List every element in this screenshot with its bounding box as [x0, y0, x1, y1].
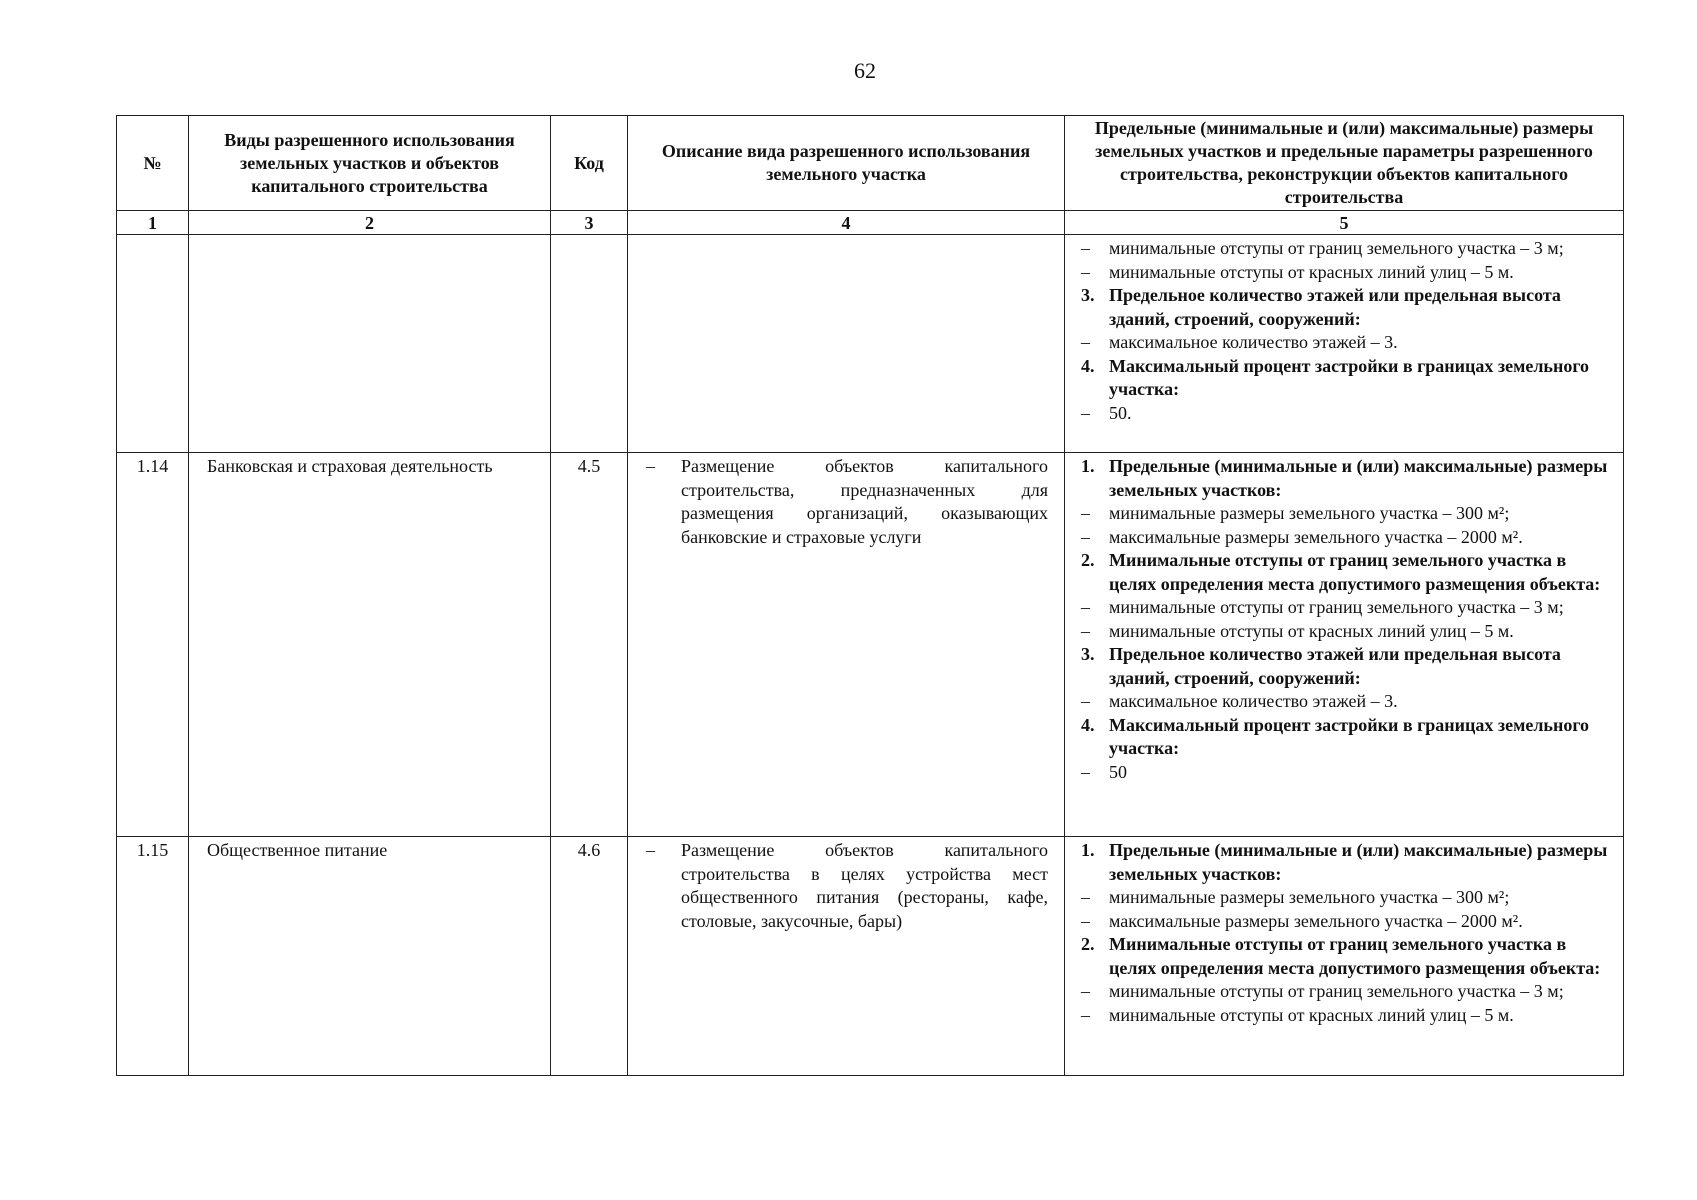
- parameter-text: минимальные размеры земельного участка – 300 м²;: [1109, 503, 1510, 523]
- list-marker: 2.: [1081, 934, 1095, 954]
- parameter-text: минимальные отступы от границ земельного участка – 3 м;: [1109, 597, 1564, 617]
- header-row: [117, 116, 1624, 211]
- row-use-type: [189, 235, 551, 453]
- parameter-heading: [1081, 643, 1615, 690]
- parameter-text: минимальные отступы от границ земельного участка – 3 м;: [1109, 981, 1564, 1001]
- parameter-text: Предельные (минимальные и (или) максимальные) размеры земельных участков:: [1109, 840, 1608, 884]
- parameter-text: минимальные отступы от красных линий улиц – 5 м.: [1109, 1004, 1514, 1025]
- table-body: [117, 235, 1624, 1076]
- parameter-item: [1081, 690, 1615, 714]
- row-description: [628, 235, 1065, 453]
- parameter-heading: [1081, 714, 1615, 761]
- parameter-item: [1081, 980, 1615, 1004]
- row-parameters: [1065, 453, 1624, 837]
- row-use-type: Общественное питание: [189, 837, 551, 1076]
- list-marker: –: [1081, 597, 1090, 617]
- parameter-item: [1081, 886, 1615, 910]
- list-marker: –: [1081, 691, 1090, 711]
- column-number: 3: [551, 211, 628, 235]
- row-description: [628, 837, 1065, 1076]
- row-code: 4.5: [551, 453, 628, 837]
- header-parameters: Предельные (минимальные и (или) максимальные) размеры земельных участков и предельные параметры разрешенного строительства, реконструкции объектов капитального строительства: [1065, 116, 1624, 211]
- dash-marker: –: [646, 456, 655, 476]
- parameter-item: [1081, 910, 1615, 934]
- parameter-text: Минимальные отступы от границ земельного участка в целях определения места допустимого размещения объекта:: [1109, 934, 1601, 978]
- column-number-row: [117, 211, 1624, 235]
- header-use-type: Виды разрешенного использования земельных участков и объектов капитального строительства: [189, 116, 551, 211]
- description-item: [646, 839, 1048, 933]
- table-row: [117, 453, 1624, 837]
- parameter-text: максимальное количество этажей – 3.: [1109, 332, 1398, 352]
- parameter-text: Максимальный процент застройки в границах земельного участка:: [1109, 714, 1590, 758]
- parameter-text: 50: [1109, 761, 1127, 782]
- list-marker: 1.: [1081, 840, 1095, 860]
- parameter-text: Минимальные отступы от границ земельного участка в целях определения места допустимого размещения объекта:: [1109, 550, 1601, 594]
- description-text: Размещение объектов капитального строительства, предназначенных для размещения организаций, оказывающих банковские и страховые услуги: [681, 456, 1048, 547]
- parameter-text: Максимальный процент застройки в границах земельного участка:: [1109, 355, 1590, 399]
- list-marker: 4.: [1081, 714, 1095, 735]
- table-row: [117, 235, 1624, 453]
- parameter-text: минимальные отступы от красных линий улиц – 5 м.: [1109, 261, 1514, 282]
- row-use-type: Банковская и страховая деятельность: [189, 453, 551, 837]
- column-number: 4: [628, 211, 1065, 235]
- row-number: 1.15: [117, 837, 189, 1076]
- table-row: [117, 837, 1624, 1076]
- header-code: Код: [551, 116, 628, 211]
- row-parameters: [1065, 235, 1624, 453]
- dash-marker: –: [646, 840, 655, 860]
- header-number: №: [117, 116, 189, 211]
- column-number: 2: [189, 211, 551, 235]
- parameter-item: [1081, 596, 1615, 620]
- row-description: [628, 453, 1065, 837]
- list-marker: –: [1081, 620, 1090, 641]
- parameter-text: максимальные размеры земельного участка – 2000 м².: [1109, 526, 1523, 547]
- parameter-text: максимальное количество этажей – 3.: [1109, 691, 1398, 711]
- parameter-item: [1081, 402, 1615, 426]
- parameter-item: [1081, 1004, 1615, 1028]
- parameter-heading: [1081, 284, 1615, 331]
- list-marker: –: [1081, 332, 1090, 352]
- list-marker: –: [1081, 1004, 1090, 1025]
- parameter-text: Предельное количество этажей или предельная высота зданий, строений, сооружений:: [1109, 644, 1561, 688]
- parameter-item: [1081, 331, 1615, 355]
- row-number: [117, 235, 189, 453]
- parameter-item: [1081, 261, 1615, 285]
- list-marker: –: [1081, 503, 1090, 523]
- header-description: Описание вида разрешенного использования земельного участка: [628, 116, 1065, 211]
- description-text: Размещение объектов капитального строительства в целях устройства мест общественного питания (рестораны, кафе, столовые, закусочные, бары): [681, 840, 1048, 931]
- list-marker: –: [1081, 761, 1090, 782]
- parameter-item: [1081, 761, 1615, 785]
- parameter-text: Предельное количество этажей или предельная высота зданий, строений, сооружений:: [1109, 285, 1561, 329]
- list-marker: 1.: [1081, 456, 1095, 476]
- parameter-heading: [1081, 455, 1615, 502]
- list-marker: –: [1081, 261, 1090, 282]
- list-marker: –: [1081, 910, 1090, 931]
- parameter-item: [1081, 526, 1615, 550]
- page-number: 62: [854, 58, 876, 83]
- parameter-heading: [1081, 933, 1615, 980]
- zoning-table: [116, 115, 1624, 1076]
- list-marker: 3.: [1081, 285, 1095, 305]
- list-marker: –: [1081, 402, 1090, 423]
- parameter-text: Предельные (минимальные и (или) максимальные) размеры земельных участков:: [1109, 456, 1608, 500]
- parameter-text: минимальные отступы от границ земельного участка – 3 м;: [1109, 238, 1564, 258]
- list-marker: –: [1081, 238, 1090, 258]
- list-marker: –: [1081, 887, 1090, 907]
- parameter-heading: [1081, 355, 1615, 402]
- parameter-item: [1081, 502, 1615, 526]
- column-number: 1: [117, 211, 189, 235]
- parameter-item: [1081, 620, 1615, 644]
- list-marker: –: [1081, 526, 1090, 547]
- list-marker: –: [1081, 981, 1090, 1001]
- list-marker: 3.: [1081, 644, 1095, 664]
- parameter-item: [1081, 237, 1615, 261]
- parameter-heading: [1081, 549, 1615, 596]
- row-number: 1.14: [117, 453, 189, 837]
- description-item: [646, 455, 1048, 549]
- parameter-text: максимальные размеры земельного участка – 2000 м².: [1109, 910, 1523, 931]
- row-code: [551, 235, 628, 453]
- parameter-heading: [1081, 839, 1615, 886]
- parameter-text: минимальные отступы от красных линий улиц – 5 м.: [1109, 620, 1514, 641]
- list-marker: 2.: [1081, 550, 1095, 570]
- list-marker: 4.: [1081, 355, 1095, 376]
- parameter-text: минимальные размеры земельного участка – 300 м²;: [1109, 887, 1510, 907]
- column-number: 5: [1065, 211, 1624, 235]
- parameter-text: 50.: [1109, 402, 1132, 423]
- row-code: 4.6: [551, 837, 628, 1076]
- row-parameters: [1065, 837, 1624, 1076]
